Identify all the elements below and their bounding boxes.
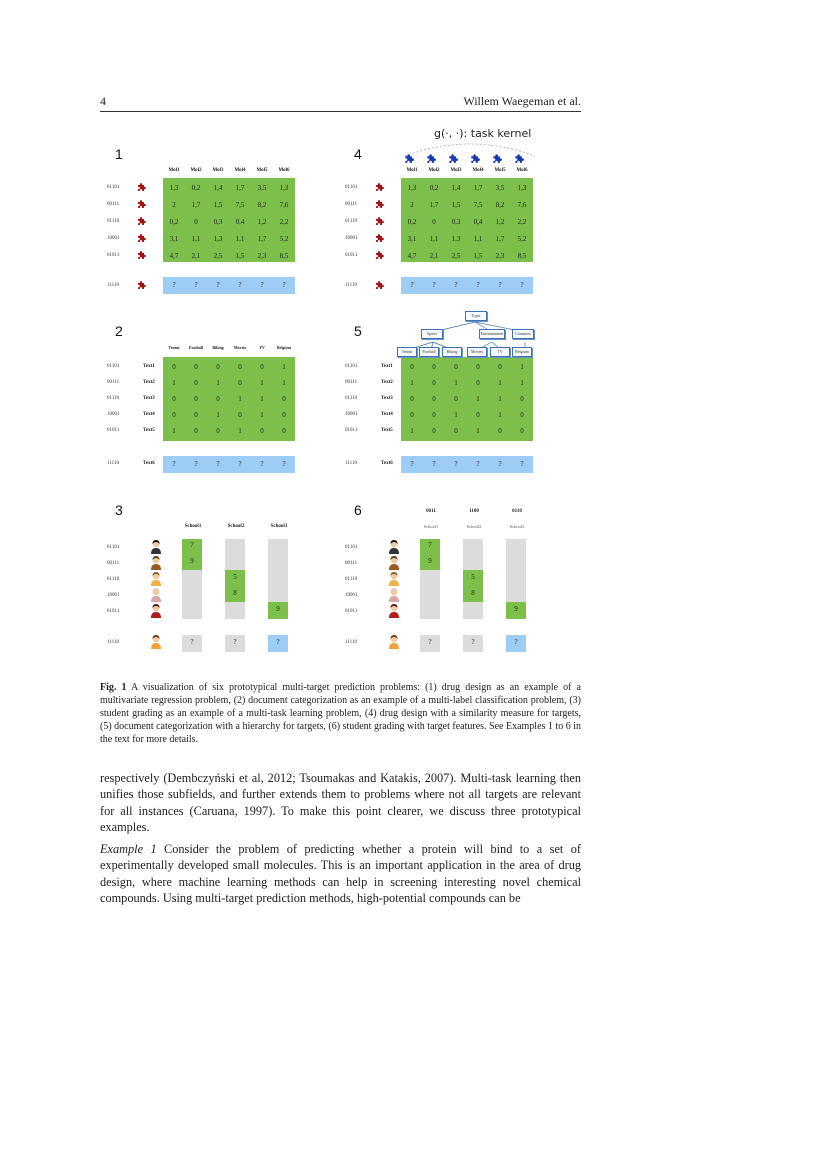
- panel-1-value-cell: 1,3: [279, 184, 289, 192]
- hierarchy-leaf-node: Biking: [442, 347, 462, 357]
- panel-2-label-cell: 1: [260, 379, 264, 387]
- panel-6-grade-cell: 7: [428, 541, 432, 549]
- student-person-icon: [150, 539, 162, 554]
- panel-1-value-cell: 5,2: [279, 235, 289, 243]
- panel-4-value-cell: 1,2: [495, 218, 505, 226]
- panel-4-value-cell: 1,7: [495, 235, 505, 243]
- panel-2-label-cell: 1: [216, 411, 220, 419]
- panel-6-student-code: 01110: [345, 577, 358, 582]
- panel-1-row-code: 10001: [107, 236, 120, 241]
- panel-3-school-header: School3: [270, 524, 288, 529]
- panel-2-label-cell: 1: [172, 427, 176, 435]
- student-person-icon: [388, 555, 400, 570]
- panel-1-value-cell: 2,3: [257, 252, 267, 260]
- panel-4-col-header: Mol1: [406, 168, 418, 173]
- panel-1-number: 1: [115, 146, 123, 162]
- molecule-puzzle-icon: [373, 250, 385, 262]
- panel-3-query-cell: ?: [190, 638, 194, 646]
- panel-2-label-cell: 0: [282, 411, 286, 419]
- panel-6-query-cell: ?: [428, 638, 432, 646]
- panel-5-label-cell: 0: [432, 379, 436, 387]
- panel-2-query-cell: ?: [216, 460, 220, 468]
- panel-1-value-cell: 1,2: [257, 218, 267, 226]
- molecule-puzzle-icon: [373, 199, 385, 211]
- panel-2-label-cell: 0: [194, 395, 198, 403]
- panel-4-number: 4: [354, 146, 362, 162]
- panel-3-school-header: School2: [227, 524, 245, 529]
- student-person-icon: [150, 603, 162, 618]
- panel-2-col-header: Football: [188, 345, 204, 350]
- panel-5-label-cell: 0: [520, 395, 524, 403]
- panel-2-col-header: Biking: [212, 345, 224, 350]
- panel-2-label-cell: 0: [238, 411, 242, 419]
- caption-text: A visualization of six prototypical multi-target prediction problems: (1) drug design as an example of a multivariate regression problem, (2) document categorization as an example of a multi-label classification problem, (3) student grading as an example of a multi-task learning problem, (4) drug design with a similarity measure for targets, (5) document categorization with a hierarchy for targets, (6) student grading with target features. See Examples 1 to 6 in the text for more details.: [100, 682, 581, 745]
- panel-6-student-code: 00111: [345, 561, 358, 566]
- panel-1-query-cell: ?: [260, 281, 264, 289]
- panel-1-row-code: 01011: [107, 253, 120, 258]
- panel-6-school-header: School2: [466, 524, 482, 529]
- panel-2-label-cell: 1: [282, 379, 286, 387]
- panel-2-row-label: Text3: [143, 396, 155, 401]
- panel-2-row-code: 10001: [107, 412, 120, 417]
- panel-3-student-code: 10001: [107, 593, 120, 598]
- panel-2-label-cell: 0: [282, 427, 286, 435]
- hierarchy-category-node: Entertainment: [479, 329, 505, 339]
- panel-5-label-cell: 1: [520, 363, 524, 371]
- panel-5-row-label: Text4: [381, 412, 393, 417]
- panel-1-value-cell: 4,7: [169, 252, 179, 260]
- panel-2-label-cell: 1: [238, 395, 242, 403]
- panel-3-grade-cell: 7: [190, 541, 194, 549]
- panel-6-school-feature: 0011: [426, 509, 436, 514]
- panel-6-grade-cell: 9: [514, 605, 518, 613]
- panel-6-query-cell: ?: [471, 638, 475, 646]
- student-person-icon: [388, 634, 400, 649]
- panel-1-value-cell: 1,3: [169, 184, 179, 192]
- panel-5-label-cell: 0: [520, 427, 524, 435]
- panel-1-value-cell: 2: [172, 201, 176, 209]
- student-person-icon: [388, 603, 400, 618]
- panel-4-value-cell: 3,5: [495, 184, 505, 192]
- figure-caption: [100, 681, 581, 746]
- panel-1-col-header: Mol3: [212, 168, 224, 173]
- panel-4-col-header: Mol4: [472, 168, 484, 173]
- panel-4-query-code: 11110: [345, 283, 357, 288]
- panel-1-value-cell: 1,5: [213, 201, 223, 209]
- panel-1-value-cell: 1,3: [213, 235, 223, 243]
- panel-2-label-cell: 1: [172, 379, 176, 387]
- panel-4-row-code: 01011: [345, 253, 358, 258]
- panel-2-col-header: Movies: [233, 345, 247, 350]
- panel-2-label-cell: 1: [260, 395, 264, 403]
- panel-5-label-cell: 0: [454, 395, 458, 403]
- panel-2-label-cell: 0: [194, 411, 198, 419]
- panel-5-row-code: 10001: [345, 412, 358, 417]
- panel-5-label-cell: 1: [410, 427, 414, 435]
- panel-4-value-cell: 7,5: [473, 201, 483, 209]
- panel-1-query-cell: ?: [194, 281, 198, 289]
- panel-3-number: 3: [115, 502, 123, 518]
- panel-6-school-feature: 0110: [512, 509, 522, 514]
- panel-5-query-cell: ?: [410, 460, 414, 468]
- molecule-puzzle-icon: [373, 280, 385, 292]
- panel-4-value-cell: 0,2: [407, 218, 417, 226]
- panel-2-query-cell: ?: [194, 460, 198, 468]
- panel-4-row-code: 01101: [345, 185, 358, 190]
- panel-1-col-header: Mol6: [278, 168, 290, 173]
- panel-4-value-cell: 2: [410, 201, 414, 209]
- panel-2-row-label: Text5: [143, 428, 155, 433]
- panel-4-value-cell: 1,1: [429, 235, 439, 243]
- panel-5-label-cell: 0: [432, 411, 436, 419]
- panel-5-query-cell: ?: [432, 460, 436, 468]
- student-person-icon: [150, 634, 162, 649]
- panel-2-row-label: Text1: [143, 364, 155, 369]
- panel-4-value-cell: 2,2: [517, 218, 527, 226]
- panel-2-label-cell: 1: [216, 379, 220, 387]
- panel-4-value-cell: 1,7: [473, 184, 483, 192]
- panel-1-value-cell: 2,2: [279, 218, 289, 226]
- kernel-arc: [400, 138, 540, 158]
- panel-4-query-cell: ?: [454, 281, 458, 289]
- panel-2-label-cell: 0: [194, 427, 198, 435]
- panel-1-value-cell: 0,3: [213, 218, 223, 226]
- panel-2-label-cell: 0: [216, 363, 220, 371]
- body-paragraph-2: [100, 841, 581, 906]
- panel-5-query-label: Text6: [381, 461, 393, 466]
- panel-3-school-header: School1: [184, 524, 202, 529]
- panel-6-query-cell: ?: [514, 638, 518, 646]
- panel-1-value-cell: 7,5: [235, 201, 245, 209]
- panel-4-value-cell: 2,5: [451, 252, 461, 260]
- panel-2-row-label: Text2: [143, 380, 155, 385]
- panel-5-label-cell: 0: [432, 395, 436, 403]
- panel-2-label-cell: 0: [172, 395, 176, 403]
- panel-4-value-cell: 0: [432, 218, 436, 226]
- panel-2-number: 2: [115, 323, 123, 339]
- panel-3-student-code: 01011: [107, 609, 120, 614]
- panel-6-number: 6: [354, 502, 362, 518]
- panel-1-col-header: Mol5: [256, 168, 268, 173]
- panel-3-student-code: 01101: [107, 545, 120, 550]
- panel-4-col-header: Mol3: [450, 168, 462, 173]
- panel-5-label-cell: 0: [454, 427, 458, 435]
- panel-1-value-cell: 0,4: [235, 218, 245, 226]
- panel-5-label-cell: 0: [410, 363, 414, 371]
- panel-4-value-cell: 1,7: [429, 201, 439, 209]
- molecule-puzzle-icon: [135, 216, 147, 228]
- panel-5-label-cell: 1: [498, 379, 502, 387]
- panel-1-value-cell: 1,7: [235, 184, 245, 192]
- panel-2-label-cell: 0: [260, 427, 264, 435]
- panel-5-label-cell: 0: [498, 363, 502, 371]
- panel-4-value-cell: 0,4: [473, 218, 483, 226]
- panel-5-row-code: 01101: [345, 364, 358, 369]
- panel-1-value-cell: 8,5: [279, 252, 289, 260]
- running-author: Willem Waegeman et al.: [463, 94, 581, 108]
- panel-5-row-label: Text5: [381, 428, 393, 433]
- student-person-icon: [150, 555, 162, 570]
- panel-6-student-code: 01101: [345, 545, 358, 550]
- panel-5-row-code: 01011: [345, 428, 358, 433]
- panel-4-value-cell: 1,5: [473, 252, 483, 260]
- panel-6-grade-cell: 9: [428, 557, 432, 565]
- panel-5-label-cell: 0: [520, 411, 524, 419]
- panel-6-query-code: 11110: [345, 640, 357, 645]
- panel-1-value-cell: 7,6: [279, 201, 289, 209]
- panel-4-value-cell: 5,2: [517, 235, 527, 243]
- panel-4-value-cell: 8,5: [517, 252, 527, 260]
- panel-5-query-cell: ?: [476, 460, 480, 468]
- panel-4-query-cell: ?: [498, 281, 502, 289]
- panel-5-label-cell: 0: [432, 427, 436, 435]
- molecule-puzzle-icon: [373, 233, 385, 245]
- panel-1-query-cell: ?: [282, 281, 286, 289]
- panel-1-value-cell: 0,2: [169, 218, 179, 226]
- panel-4-row-code: 10001: [345, 236, 358, 241]
- panel-1-col-header: Mol2: [190, 168, 202, 173]
- panel-2-label-cell: 0: [216, 427, 220, 435]
- panel-2-query-code: 11110: [107, 461, 119, 466]
- panel-1-col-header: Mol4: [234, 168, 246, 173]
- panel-2-label-cell: 0: [172, 363, 176, 371]
- panel-3-student-code: 01110: [107, 577, 120, 582]
- panel-5-row-label: Text3: [381, 396, 393, 401]
- panel-2-label-cell: 1: [238, 427, 242, 435]
- panel-4-value-cell: 1,4: [451, 184, 461, 192]
- hierarchy-leaf-node: Football: [419, 347, 439, 357]
- panel-4-value-cell: 1,3: [517, 184, 527, 192]
- panel-2-row-code: 01101: [107, 364, 120, 369]
- panel-4-col-header: Mol6: [516, 168, 528, 173]
- panel-5-query-code: 11110: [345, 461, 357, 466]
- panel-1-value-cell: 1,1: [235, 235, 245, 243]
- panel-2-label-cell: 0: [238, 379, 242, 387]
- panel-4-col-header: Mol2: [428, 168, 440, 173]
- panel-6-student-code: 01011: [345, 609, 358, 614]
- panel-4-row-code: 00111: [345, 202, 358, 207]
- panel-2-col-header: TV: [259, 345, 265, 350]
- panel-3-query-cell: ?: [233, 638, 237, 646]
- panel-2-col-header: Tennis: [168, 345, 180, 350]
- panel-3-query-code: 11110: [107, 640, 119, 645]
- panel-2-label-cell: 0: [172, 411, 176, 419]
- panel-1-row-code: 00111: [107, 202, 120, 207]
- panel-3-grade-cell: 9: [276, 605, 280, 613]
- panel-5-label-cell: 1: [476, 395, 480, 403]
- panel-1-value-cell: 1,7: [191, 201, 201, 209]
- hierarchy-leaf-node: Movies: [467, 347, 487, 357]
- student-person-icon: [388, 539, 400, 554]
- panel-1-col-header: Mol1: [168, 168, 180, 173]
- panel-1-value-cell: 1,4: [213, 184, 223, 192]
- panel-5-row-code: 01110: [345, 396, 358, 401]
- panel-2-col-header: Belgium: [276, 345, 292, 350]
- panel-5-label-cell: 0: [410, 411, 414, 419]
- panel-3-grade-cell: 8: [233, 589, 237, 597]
- page-number: 4: [100, 94, 106, 108]
- page-header: [100, 92, 581, 112]
- panel-4-query-cell: ?: [520, 281, 524, 289]
- panel-5-row-label: Text1: [381, 364, 393, 369]
- panel-1-query-code: 11110: [107, 283, 119, 288]
- panel-5-query-cell: ?: [520, 460, 524, 468]
- panel-6-student-code: 10001: [345, 593, 358, 598]
- panel-5-label-cell: 0: [498, 427, 502, 435]
- panel-2-query-cell: ?: [282, 460, 286, 468]
- panel-6-grade-cell: 8: [471, 589, 475, 597]
- example-label: Example 1: [100, 842, 157, 856]
- molecule-puzzle-icon: [373, 182, 385, 194]
- panel-4-value-cell: 2,1: [429, 252, 439, 260]
- panel-1-value-cell: 3,1: [169, 235, 179, 243]
- example-text: Consider the problem of predicting whether a protein will bind to a set of experimentally developed small molecules. This is an important application in the area of drug design, where machine learning methods can help in screening interesting novel chemical compounds. Using multi-target prediction methods, high-potential compounds can be: [100, 842, 581, 905]
- panel-1-query-cell: ?: [172, 281, 176, 289]
- panel-4-value-cell: 3,1: [407, 235, 417, 243]
- caption-label: Fig. 1: [100, 682, 127, 693]
- student-person-icon: [388, 571, 400, 586]
- molecule-puzzle-icon: [373, 216, 385, 228]
- panel-5-row-code: 00111: [345, 380, 358, 385]
- panel-5-label-cell: 0: [432, 363, 436, 371]
- panel-1-value-cell: 1,5: [235, 252, 245, 260]
- panel-5-label-cell: 0: [454, 363, 458, 371]
- panel-3-query-cell: ?: [276, 638, 280, 646]
- panel-5-label-cell: 0: [476, 379, 480, 387]
- panel-5-label-cell: 1: [454, 379, 458, 387]
- molecule-puzzle-icon: [135, 250, 147, 262]
- panel-4-value-cell: 7,6: [517, 201, 527, 209]
- panel-2-label-cell: 0: [194, 379, 198, 387]
- panel-2-row-code: 01011: [107, 428, 120, 433]
- panel-4-value-cell: 1,1: [473, 235, 483, 243]
- panel-5-label-cell: 0: [410, 395, 414, 403]
- panel-3-grade-cell: 5: [233, 573, 237, 581]
- hierarchy-leaf-node: Tennis: [397, 347, 417, 357]
- panel-6-school-header: School3: [509, 524, 525, 529]
- molecule-puzzle-icon: [135, 280, 147, 292]
- panel-1-value-cell: 2,5: [213, 252, 223, 260]
- panel-1-value-cell: 2,1: [191, 252, 201, 260]
- panel-6-grade-cell: 5: [471, 573, 475, 581]
- panel-5-query-cell: ?: [498, 460, 502, 468]
- task-kernel-label: g(·, ·): task kernel: [434, 127, 532, 140]
- panel-1-row-code: 01101: [107, 185, 120, 190]
- panel-5-label-cell: 0: [476, 411, 480, 419]
- hierarchy-leaf-node: Belgium: [512, 347, 532, 357]
- panel-4-value-cell: 1,5: [451, 201, 461, 209]
- hierarchy-category-node: Countries: [512, 329, 534, 339]
- hierarchy-leaf-node: TV: [490, 347, 510, 357]
- panel-3-student-code: 00111: [107, 561, 120, 566]
- panel-4-query-cell: ?: [432, 281, 436, 289]
- panel-2-label-cell: 0: [260, 363, 264, 371]
- panel-5-label-cell: 1: [498, 395, 502, 403]
- panel-5-query-cell: ?: [454, 460, 458, 468]
- student-person-icon: [150, 587, 162, 602]
- panel-2-label-cell: 1: [282, 363, 286, 371]
- panel-1-value-cell: 0: [194, 218, 198, 226]
- panel-4-query-cell: ?: [476, 281, 480, 289]
- panel-5-label-cell: 1: [454, 411, 458, 419]
- panel-6-school-header: School1: [423, 524, 439, 529]
- panel-1-value-cell: 0,2: [191, 184, 201, 192]
- panel-1-value-cell: 3,5: [257, 184, 267, 192]
- panel-4-value-cell: 8,2: [495, 201, 505, 209]
- panel-5-row-label: Text2: [381, 380, 393, 385]
- panel-4-col-header: Mol5: [494, 168, 506, 173]
- panel-5-number: 5: [354, 323, 362, 339]
- panel-4-value-cell: 0,3: [451, 218, 461, 226]
- panel-5-label-cell: 0: [476, 363, 480, 371]
- panel-2-label-cell: 0: [216, 395, 220, 403]
- panel-1-query-cell: ?: [238, 281, 242, 289]
- panel-2-label-cell: 0: [282, 395, 286, 403]
- hierarchy-root-node: Topic: [465, 311, 487, 321]
- hierarchy-category-node: Sports: [421, 329, 443, 339]
- panel-1-value-cell: 1,1: [191, 235, 201, 243]
- panel-2-query-label: Text6: [143, 461, 155, 466]
- panel-5-label-cell: 1: [498, 411, 502, 419]
- panel-1-value-cell: 8,2: [257, 201, 267, 209]
- panel-5-label-cell: 1: [476, 427, 480, 435]
- molecule-puzzle-icon: [135, 199, 147, 211]
- panel-2-query-cell: ?: [238, 460, 242, 468]
- molecule-puzzle-icon: [135, 182, 147, 194]
- panel-1-value-cell: 1,7: [257, 235, 267, 243]
- panel-2-query-cell: ?: [172, 460, 176, 468]
- panel-1-row-code: 01110: [107, 219, 120, 224]
- panel-3-grade-cell: 9: [190, 557, 194, 565]
- panel-2-label-cell: 0: [238, 363, 242, 371]
- molecule-puzzle-icon: [135, 233, 147, 245]
- panel-2-label-cell: 1: [260, 411, 264, 419]
- panel-2-row-code: 01110: [107, 396, 120, 401]
- student-person-icon: [388, 587, 400, 602]
- panel-4-value-cell: 2,3: [495, 252, 505, 260]
- panel-4-value-cell: 1,3: [451, 235, 461, 243]
- panel-4-value-cell: 4,7: [407, 252, 417, 260]
- panel-1-query-cell: ?: [216, 281, 220, 289]
- panel-2-query-cell: ?: [260, 460, 264, 468]
- panel-2-row-label: Text4: [143, 412, 155, 417]
- panel-6-school-feature: 1100: [469, 509, 479, 514]
- panel-4-value-cell: 0,2: [429, 184, 439, 192]
- body-paragraph-1: respectively (Dembczyński et al, 2012; Tsoumakas and Katakis, 2007). Multi-task learning then unifies those subfields, and further extends them to problems where not all targets are relevant for all instances (Caruana, 1997). To make this point clearer, we discuss three prototypical examples.: [100, 771, 581, 834]
- panel-5-label-cell: 1: [410, 379, 414, 387]
- panel-4-value-cell: 1,3: [407, 184, 417, 192]
- panel-4-query-cell: ?: [410, 281, 414, 289]
- student-person-icon: [150, 571, 162, 586]
- panel-4-row-code: 01110: [345, 219, 358, 224]
- panel-2-label-cell: 0: [194, 363, 198, 371]
- panel-2-row-code: 00111: [107, 380, 120, 385]
- panel-5-label-cell: 1: [520, 379, 524, 387]
